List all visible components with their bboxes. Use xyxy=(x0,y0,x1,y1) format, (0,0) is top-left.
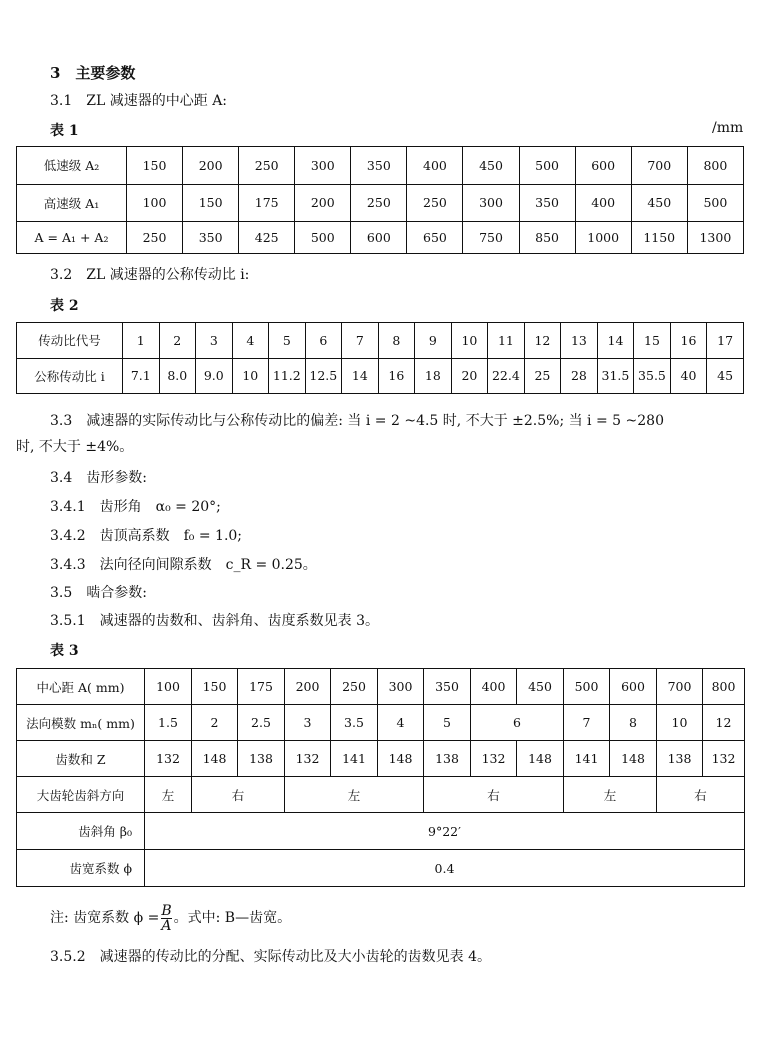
table1-cell: 1300 xyxy=(687,222,743,254)
table3-cell: 600 xyxy=(610,669,657,705)
table3-cell: 800 xyxy=(703,669,745,705)
table2-cell: 14 xyxy=(342,358,379,394)
table3-cell: 右 xyxy=(192,777,285,813)
table2-row-label: 传动比代号 xyxy=(17,323,123,359)
clause-3-2: 3.2 ZL 减速器的公称传动比 i: xyxy=(50,267,250,283)
table2-cell: 7 xyxy=(342,323,379,359)
clause-3-4-3: 3.4.3 法向径向间隙系数 c_R = 0.25。 xyxy=(50,557,317,573)
table3-label-teeth: 齿数和 Z xyxy=(17,741,145,777)
table3-cell: 左 xyxy=(564,777,657,813)
table2-cell: 7.1 xyxy=(123,358,160,394)
table1-cell: 500 xyxy=(519,147,575,185)
table1-cell: 250 xyxy=(127,222,183,254)
table1-cell: 250 xyxy=(351,184,407,222)
table1-cell: 100 xyxy=(127,184,183,222)
clause-3-4: 3.4 齿形参数: xyxy=(50,470,147,486)
table1-cell: 1150 xyxy=(631,222,687,254)
table3-cell: 132 xyxy=(471,741,517,777)
table3-cell: 8 xyxy=(610,705,657,741)
table2-cell: 13 xyxy=(561,323,598,359)
table3-cell: 400 xyxy=(471,669,517,705)
table1-cell: 425 xyxy=(239,222,295,254)
table2-cell: 45 xyxy=(707,358,744,394)
table2-cell: 15 xyxy=(634,323,671,359)
table3-label-direction: 大齿轮齿斜方向 xyxy=(17,777,145,813)
table3-cell: 右 xyxy=(657,777,745,813)
clause-3-5-1: 3.5.1 减速器的齿数和、齿斜角、齿度系数见表 3。 xyxy=(50,613,379,629)
table1-caption: 表 1 xyxy=(50,123,79,139)
table3-cell: 700 xyxy=(657,669,703,705)
table3-label-module: 法向模数 mₙ( mm) xyxy=(17,705,145,741)
table2-cell: 11.2 xyxy=(269,358,306,394)
table1-cell: 650 xyxy=(407,222,463,254)
note-suffix: 。式中: B—齿宽。 xyxy=(173,910,292,926)
table1-cell: 150 xyxy=(127,147,183,185)
table3-cell: 6 xyxy=(471,705,564,741)
clause-3-5-2: 3.5.2 减速器的传动比的分配、实际传动比及大小齿轮的齿数见表 4。 xyxy=(50,949,491,965)
table-2 xyxy=(16,322,744,394)
table2-cell: 11 xyxy=(488,323,525,359)
table1-cell: 750 xyxy=(463,222,519,254)
clause-3-3-line2: 时, 不大于 ±4%。 xyxy=(16,439,134,455)
table1-cell: 350 xyxy=(351,147,407,185)
table3-cell: 100 xyxy=(145,669,192,705)
table1-cell: 250 xyxy=(239,147,295,185)
table3-caption: 表 3 xyxy=(50,643,79,659)
clause-3-5: 3.5 啮合参数: xyxy=(50,585,147,601)
table1-cell: 300 xyxy=(463,184,519,222)
table3-cell: 148 xyxy=(517,741,564,777)
table3-cell: 10 xyxy=(657,705,703,741)
table1-cell: 150 xyxy=(183,184,239,222)
table3-cell: 148 xyxy=(610,741,657,777)
table2-cell: 6 xyxy=(305,323,342,359)
table1-cell: 400 xyxy=(407,147,463,185)
table1-cell: 800 xyxy=(687,147,743,185)
table3-cell: 132 xyxy=(285,741,331,777)
table3-cell: 9°22′ xyxy=(145,813,745,850)
table3-cell: 左 xyxy=(145,777,192,813)
table3-cell: 200 xyxy=(285,669,331,705)
table2-cell: 8.0 xyxy=(159,358,196,394)
clause-3-4-2: 3.4.2 齿顶高系数 f₀ = 1.0; xyxy=(50,528,243,544)
table1-row-label: 低速级 A₂ xyxy=(17,147,127,185)
table3-cell: 450 xyxy=(517,669,564,705)
clause-3-1: 3.1 ZL 减速器的中心距 A: xyxy=(50,93,228,109)
table2-cell: 10 xyxy=(451,323,488,359)
table2-row-label: 公称传动比 i xyxy=(17,358,123,394)
fraction-numerator: B xyxy=(161,902,172,919)
table3-cell: 132 xyxy=(703,741,745,777)
table1-cell: 700 xyxy=(631,147,687,185)
table3-cell: 148 xyxy=(192,741,238,777)
table1-row-label: A = A₁ + A₂ xyxy=(17,222,127,254)
table1-cell: 500 xyxy=(295,222,351,254)
table3-cell: 132 xyxy=(145,741,192,777)
table1-cell: 600 xyxy=(351,222,407,254)
table3-cell: 148 xyxy=(378,741,424,777)
table1-cell: 200 xyxy=(183,147,239,185)
table2-cell: 10 xyxy=(232,358,269,394)
table3-label-helix-angle: 齿斜角 β₀ xyxy=(17,813,145,850)
table1-row-label: 高速级 A₁ xyxy=(17,184,127,222)
table3-cell: 5 xyxy=(424,705,471,741)
table3-label-face-width: 齿宽系数 ϕ xyxy=(17,850,145,887)
table2-caption: 表 2 xyxy=(50,298,79,314)
table2-cell: 35.5 xyxy=(634,358,671,394)
fraction-denominator: A xyxy=(161,917,172,934)
table3-cell: 141 xyxy=(331,741,378,777)
table1-cell: 350 xyxy=(519,184,575,222)
table3-cell: 0.4 xyxy=(145,850,745,887)
table2-cell: 12.5 xyxy=(305,358,342,394)
table1-cell: 175 xyxy=(239,184,295,222)
table1-unit: /mm xyxy=(712,120,744,136)
table2-cell: 2 xyxy=(159,323,196,359)
table1-cell: 850 xyxy=(519,222,575,254)
table2-cell: 18 xyxy=(415,358,452,394)
table3-cell: 左 xyxy=(285,777,424,813)
table2-cell: 9 xyxy=(415,323,452,359)
table3-cell: 500 xyxy=(564,669,610,705)
table3-cell: 1.5 xyxy=(145,705,192,741)
table3-cell: 3 xyxy=(285,705,331,741)
table3-cell: 350 xyxy=(424,669,471,705)
table1-cell: 200 xyxy=(295,184,351,222)
table3-note xyxy=(50,900,291,936)
table3-cell: 4 xyxy=(378,705,424,741)
table-3 xyxy=(16,668,745,887)
table1-cell: 450 xyxy=(463,147,519,185)
table3-label-center-distance: 中心距 A( mm) xyxy=(17,669,145,705)
table2-cell: 20 xyxy=(451,358,488,394)
table2-cell: 1 xyxy=(123,323,160,359)
table2-cell: 17 xyxy=(707,323,744,359)
table3-cell: 右 xyxy=(424,777,564,813)
table2-cell: 16 xyxy=(378,358,415,394)
clause-3-4-1: 3.4.1 齿形角 α₀ = 20°; xyxy=(50,499,221,515)
table1-cell: 250 xyxy=(407,184,463,222)
table1-cell: 600 xyxy=(575,147,631,185)
table3-cell: 175 xyxy=(238,669,285,705)
table2-cell: 8 xyxy=(378,323,415,359)
table3-cell: 12 xyxy=(703,705,745,741)
table2-cell: 9.0 xyxy=(196,358,233,394)
table2-cell: 16 xyxy=(670,323,707,359)
fraction xyxy=(161,904,171,933)
table2-cell: 25 xyxy=(524,358,561,394)
table2-cell: 22.4 xyxy=(488,358,525,394)
table2-cell: 28 xyxy=(561,358,598,394)
table2-cell: 14 xyxy=(597,323,634,359)
table3-cell: 2 xyxy=(192,705,238,741)
table2-cell: 5 xyxy=(269,323,306,359)
table1-cell: 450 xyxy=(631,184,687,222)
table3-cell: 2.5 xyxy=(238,705,285,741)
table3-cell: 138 xyxy=(238,741,285,777)
clause-3-3-line1: 3.3 减速器的实际传动比与公称传动比的偏差: 当 i = 2 ~4.5 时, 不大于 ±2.5%; 当 i = 5 ~280 xyxy=(50,413,664,429)
table3-cell: 141 xyxy=(564,741,610,777)
table3-cell: 138 xyxy=(424,741,471,777)
table3-cell: 250 xyxy=(331,669,378,705)
table3-cell: 300 xyxy=(378,669,424,705)
section-title: 3 主要参数 xyxy=(50,64,136,82)
table3-cell: 150 xyxy=(192,669,238,705)
table3-cell: 7 xyxy=(564,705,610,741)
table2-cell: 3 xyxy=(196,323,233,359)
table1-cell: 300 xyxy=(295,147,351,185)
table-1 xyxy=(16,146,744,254)
table2-cell: 31.5 xyxy=(597,358,634,394)
table1-cell: 400 xyxy=(575,184,631,222)
table1-cell: 1000 xyxy=(575,222,631,254)
table3-cell: 3.5 xyxy=(331,705,378,741)
table1-cell: 500 xyxy=(687,184,743,222)
table2-cell: 4 xyxy=(232,323,269,359)
table3-cell: 138 xyxy=(657,741,703,777)
table2-cell: 40 xyxy=(670,358,707,394)
note-prefix: 注: 齿宽系数 ϕ = xyxy=(50,910,160,926)
table2-cell: 12 xyxy=(524,323,561,359)
table1-cell: 350 xyxy=(183,222,239,254)
